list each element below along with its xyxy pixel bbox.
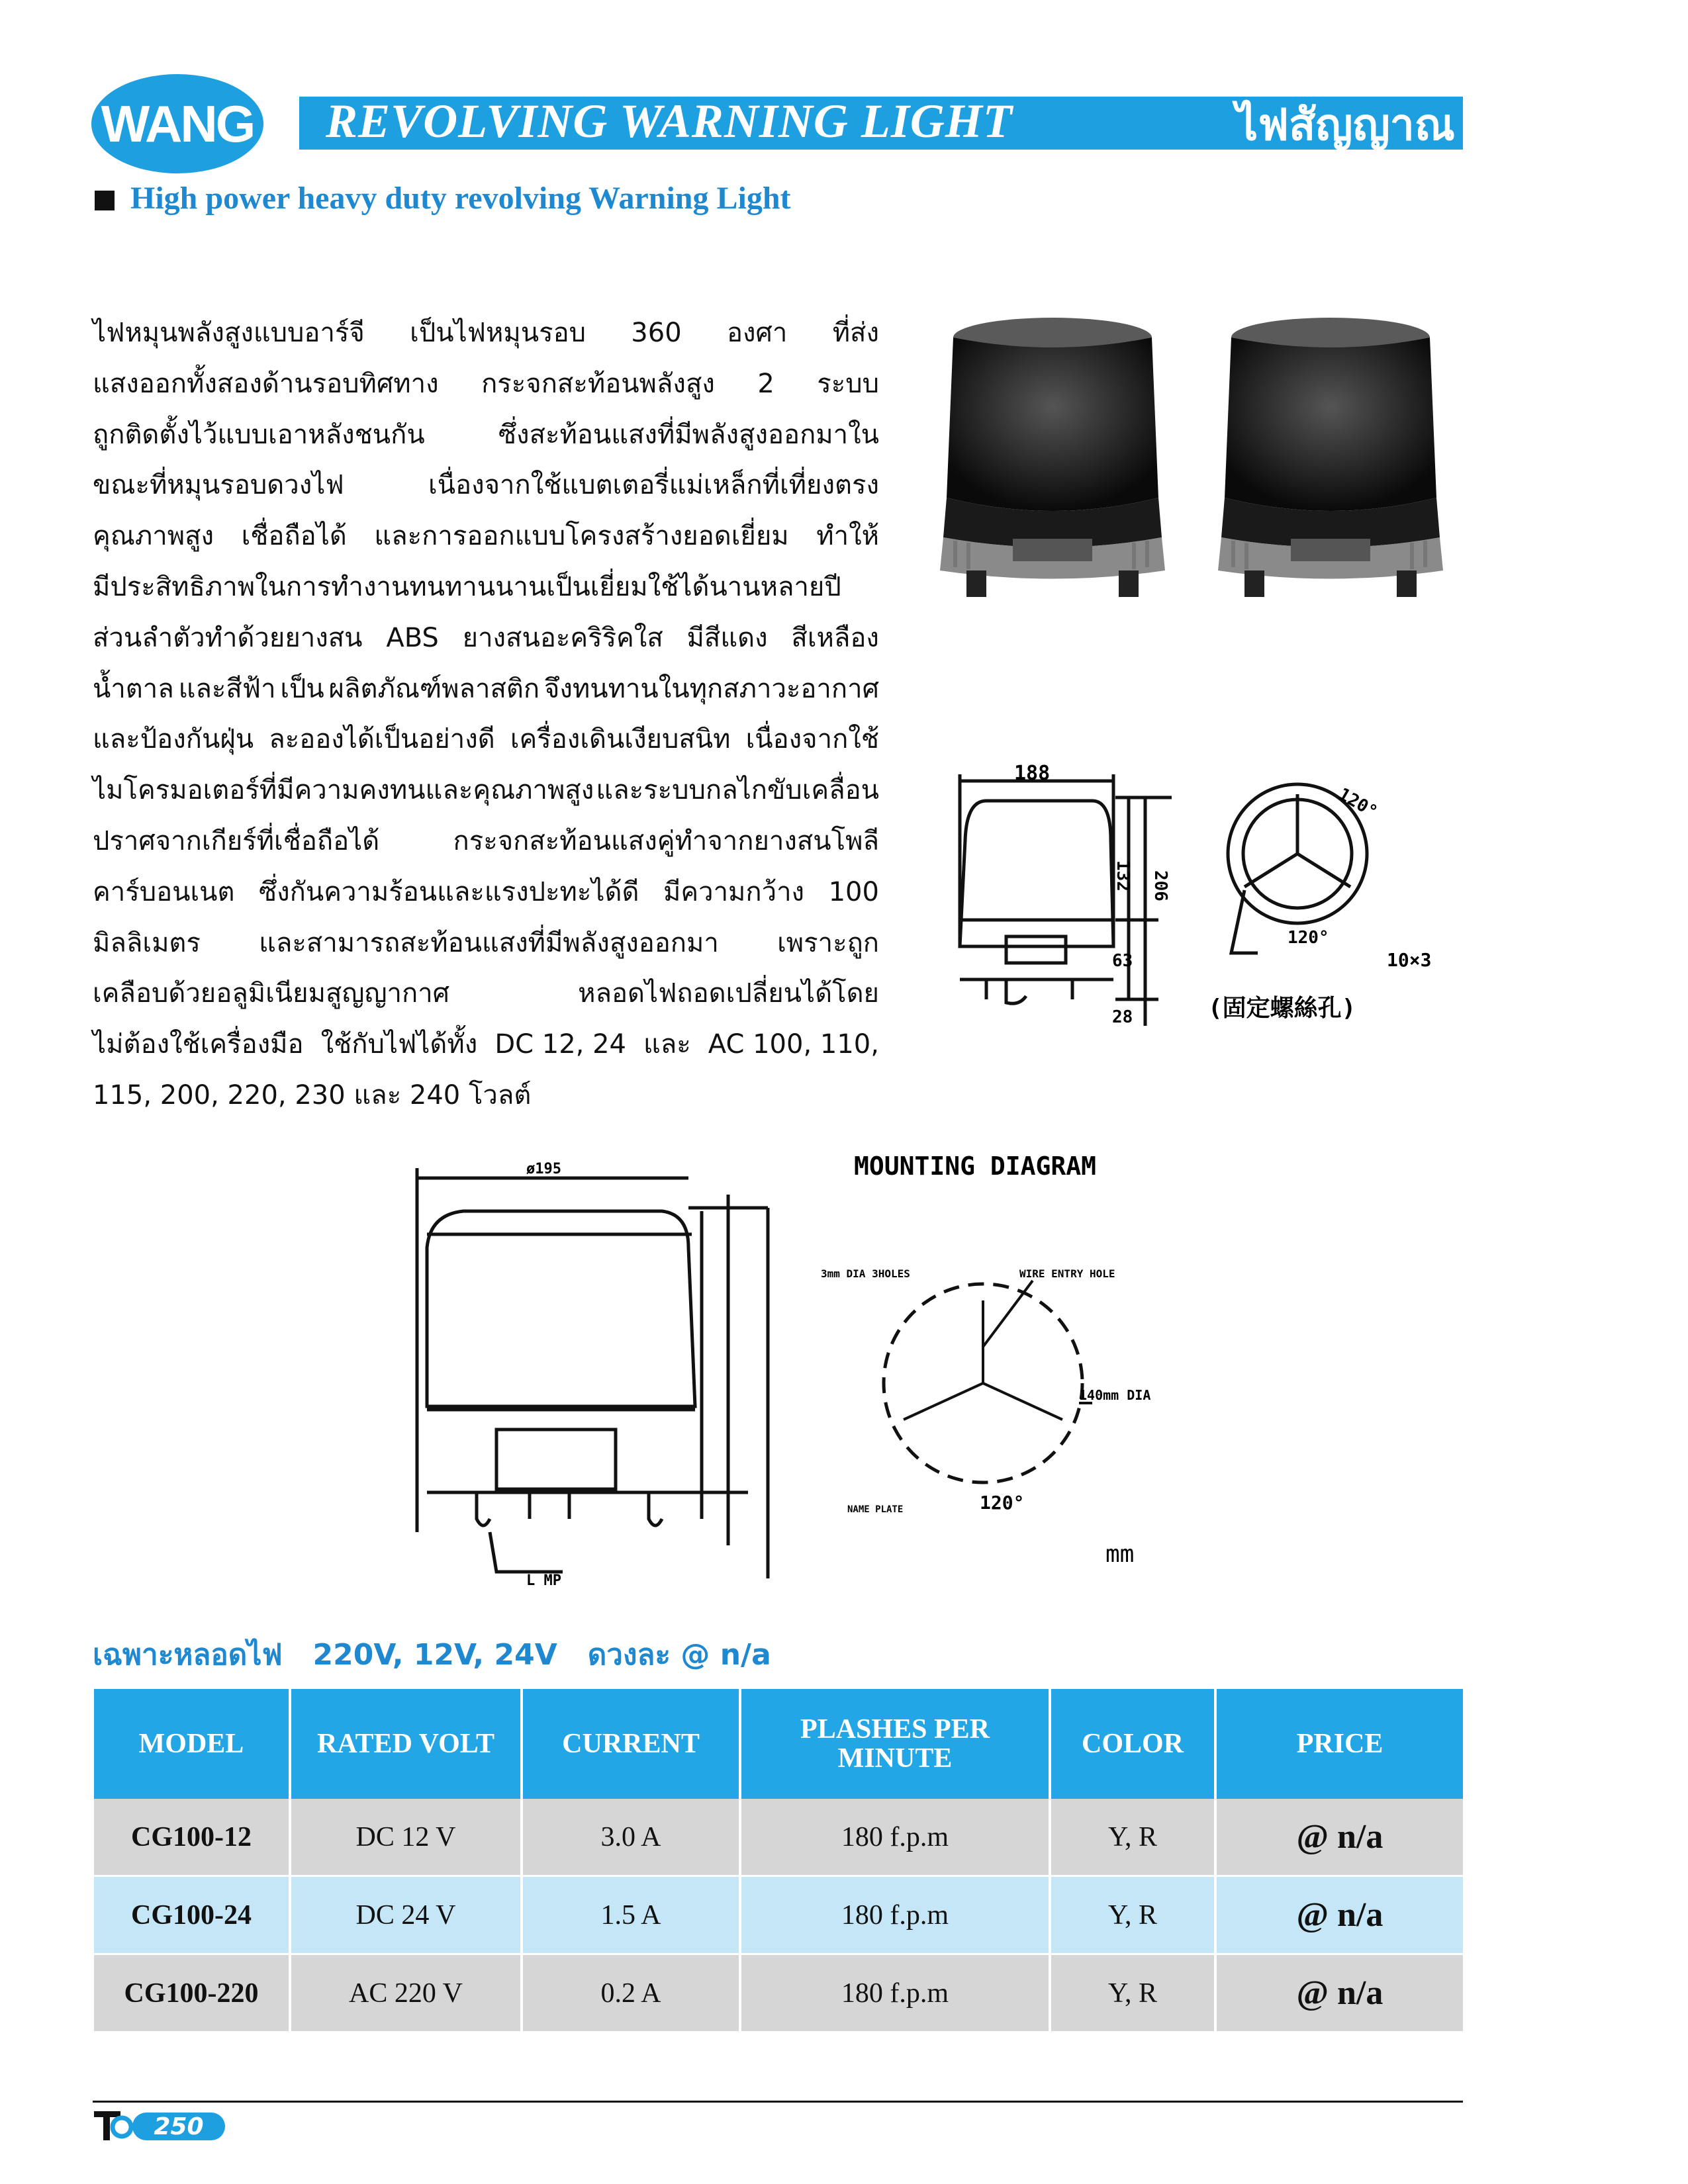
name-plate-label: NAME PLATE bbox=[847, 1504, 904, 1515]
description-word: เพราะถูก bbox=[777, 927, 879, 958]
cell-price: @ n/a bbox=[1215, 1954, 1463, 2032]
description-word: ถูกติดตั้งไว้แบบเอาหลังชนกัน bbox=[93, 419, 425, 450]
description-word: และสีฟ้า bbox=[178, 673, 276, 704]
description-line bbox=[93, 308, 879, 359]
description-line bbox=[93, 664, 879, 715]
description-word: ABS bbox=[386, 622, 439, 653]
description-word: 115, 200, 220, 230 และ 240 โวลต์ bbox=[93, 1079, 532, 1111]
cell-model: CG100-220 bbox=[94, 1954, 290, 2032]
cell-color: Y, R bbox=[1050, 1876, 1215, 1954]
dim-height-label: 206 bbox=[1150, 870, 1170, 901]
description-line bbox=[93, 765, 879, 816]
description-line bbox=[93, 460, 879, 511]
mounting-diagram bbox=[410, 1148, 1192, 1612]
description-line bbox=[93, 511, 879, 562]
description-word: เคลือบด้วยอลูมิเนียมสูญญากาศ bbox=[93, 978, 450, 1009]
description-word: 2 bbox=[757, 368, 774, 399]
description-line bbox=[93, 410, 879, 461]
description-word: เนื่องจากใช้แบตเตอรี่แม่เหล็กที่เที่ยงตรง bbox=[428, 470, 879, 501]
table-row bbox=[94, 1876, 1463, 1954]
header-current: CURRENT bbox=[522, 1689, 740, 1799]
page-title-thai: ไฟสัญญาณ bbox=[1236, 99, 1455, 150]
cell-model: CG100-24 bbox=[94, 1876, 290, 1954]
description-word: ซึ่งสะท้อนแสงที่มีพลังสูงออกมาใน bbox=[498, 419, 879, 450]
description-word: องศา bbox=[726, 318, 788, 348]
description-word: มีความกว้าง bbox=[663, 876, 805, 907]
top-dim-label: ø195 bbox=[526, 1161, 561, 1177]
description-word: คุณภาพสูง bbox=[93, 521, 214, 552]
cell-price: @ n/a bbox=[1215, 1799, 1463, 1876]
cell-flashes: 180 f.p.m bbox=[740, 1799, 1050, 1876]
dim-upper-label: 132 bbox=[1113, 860, 1133, 891]
description-word: ไมโครมอเตอร์ที่มีความคงทนและคุณภาพสูง bbox=[93, 775, 594, 806]
description-word: ทำให้ bbox=[816, 521, 879, 552]
table-row bbox=[94, 1799, 1463, 1876]
description-word: และ bbox=[643, 1029, 691, 1060]
cell-flashes: 180 f.p.m bbox=[740, 1876, 1050, 1954]
header-rated-volt: RATED VOLT bbox=[290, 1689, 522, 1799]
description-line bbox=[93, 867, 879, 918]
angle-bottom-label: 120° bbox=[1288, 928, 1329, 948]
cell-flashes: 180 f.p.m bbox=[740, 1954, 1050, 2032]
base-dim-label: L MP bbox=[526, 1572, 561, 1589]
description-word: เป็นไฟหมุนรอบ bbox=[410, 318, 586, 348]
table-header-row bbox=[94, 1689, 1463, 1799]
page-title: REVOLVING WARNING LIGHT bbox=[326, 95, 1013, 148]
description-word: ขณะที่หมุนรอบดวงไฟ bbox=[93, 470, 344, 501]
description-word: กระจกสะท้อนแสงคู่ทำจากยางสนโพลี bbox=[453, 825, 879, 856]
description-word: จึงทนทานในทุกสภาวะอากาศ bbox=[543, 673, 879, 704]
cell-current: 0.2 A bbox=[522, 1954, 740, 2032]
header-flashes: PLASHES PER MINUTE bbox=[740, 1689, 1050, 1799]
description-word: ระบบ bbox=[817, 368, 879, 399]
dim-lower-label: 63 bbox=[1112, 951, 1133, 971]
description-word: และการออกแบบโครงสร้างยอดเยี่ยม bbox=[374, 521, 789, 552]
description-line bbox=[93, 359, 879, 410]
product-description bbox=[93, 308, 879, 1121]
product-photo bbox=[933, 306, 1470, 617]
description-word: และระบบกลไกขับเคลื่อน bbox=[596, 775, 879, 806]
description-line bbox=[93, 1019, 879, 1070]
dimension-diagram bbox=[947, 761, 1470, 1026]
diameter-label: 140mm DIA bbox=[1079, 1387, 1151, 1403]
angle-label: 120° bbox=[980, 1492, 1025, 1514]
description-line bbox=[93, 562, 879, 613]
description-word: ละอองได้เป็นอย่างดี bbox=[269, 724, 495, 755]
description-word: มีสีแดง bbox=[686, 622, 768, 653]
description-word: สีเหลือง bbox=[791, 622, 879, 653]
warning-light-photo-right bbox=[1218, 318, 1443, 597]
description-word: มิลลิเมตร bbox=[93, 927, 201, 958]
description-word: ใช้กับไฟได้ทั้ง bbox=[320, 1029, 478, 1060]
product-subtitle: High power heavy duty revolving Warning Light bbox=[130, 181, 791, 216]
cell-color: Y, R bbox=[1050, 1954, 1215, 2032]
holes-label: 3mm DIA 3HOLES bbox=[821, 1267, 910, 1280]
description-word: เชื่อถือได้ bbox=[241, 521, 347, 552]
description-word: AC 100, 110, bbox=[708, 1029, 879, 1060]
warning-light-photo-left bbox=[940, 318, 1165, 597]
description-word: ซึ่งกันความร้อนและแรงปะทะได้ดี bbox=[258, 876, 639, 907]
description-word: ไม่ต้องใช้เครื่องมือ bbox=[93, 1029, 304, 1060]
description-word: แสงออกทั้งสองด้านรอบทิศทาง bbox=[93, 368, 439, 399]
description-word: และป้องกันฝุ่น bbox=[93, 724, 254, 755]
table-row bbox=[94, 1954, 1463, 2032]
description-word: 100 bbox=[828, 876, 879, 907]
description-word: ผลิตภัณฑ์พลาสติก bbox=[328, 673, 540, 704]
description-word: กระจกสะท้อนพลังสูง bbox=[481, 368, 715, 399]
unit-label: mm bbox=[1105, 1541, 1135, 1568]
cell-color: Y, R bbox=[1050, 1799, 1215, 1876]
description-line bbox=[93, 613, 879, 664]
description-word: ปราศจากเกียร์ที่เชื่อถือได้ bbox=[93, 825, 380, 856]
spec-table bbox=[94, 1689, 1463, 2033]
bullet-square-icon bbox=[95, 191, 115, 210]
description-word: เครื่องเดินเงียบสนิท bbox=[510, 724, 731, 755]
dim-base-label: 28 bbox=[1112, 1007, 1133, 1026]
brand-logo: WANG bbox=[101, 94, 254, 153]
mounting-hole-caption: (固定螺絲孔) bbox=[1208, 995, 1356, 1022]
description-word: ส่วนลำตัวทำด้วยยางสน bbox=[93, 622, 363, 653]
mounting-diagram-title: MOUNTING DIAGRAM bbox=[854, 1152, 1097, 1181]
cell-volt: AC 220 V bbox=[290, 1954, 522, 2032]
footer-rule bbox=[93, 2101, 1463, 2103]
description-line bbox=[93, 1070, 879, 1121]
description-line bbox=[93, 714, 879, 765]
description-word: 360 bbox=[631, 318, 682, 348]
header-price: PRICE bbox=[1215, 1689, 1463, 1799]
dim-width-label: 188 bbox=[1014, 762, 1051, 785]
description-word: เนื่องจากใช้ bbox=[745, 724, 879, 755]
cell-model: CG100-12 bbox=[94, 1799, 290, 1876]
description-word: DC 12, 24 bbox=[494, 1029, 626, 1060]
hole-spec-label: 10×3 bbox=[1387, 949, 1432, 971]
footer-logo-icon bbox=[91, 2106, 138, 2146]
cell-volt: DC 24 V bbox=[290, 1876, 522, 1954]
cell-current: 1.5 A bbox=[522, 1876, 740, 1954]
description-word: คาร์บอนเนต bbox=[93, 876, 235, 907]
description-word: ยางสนอะคริริคใส bbox=[462, 622, 663, 653]
description-word: ไฟหมุนพลังสูงแบบอาร์จี bbox=[93, 318, 365, 348]
cell-price: @ n/a bbox=[1215, 1876, 1463, 1954]
cell-current: 3.0 A bbox=[522, 1799, 740, 1876]
description-line bbox=[93, 816, 879, 867]
header-color: COLOR bbox=[1050, 1689, 1215, 1799]
bulb-price-note: เฉพาะหลอดไฟ 220V, 12V, 24V ดวงละ @ n/a bbox=[93, 1638, 771, 1672]
description-word: ที่ส่ง bbox=[832, 318, 879, 348]
entry-hole-label: WIRE ENTRY HOLE bbox=[1019, 1267, 1115, 1280]
description-word: เป็น bbox=[280, 673, 324, 704]
description-word: หลอดไฟถอดเปลี่ยนได้โดย bbox=[578, 978, 879, 1009]
cell-volt: DC 12 V bbox=[290, 1799, 522, 1876]
description-line bbox=[93, 918, 879, 969]
description-word: น้ำตาล bbox=[93, 673, 174, 704]
description-word: และสามารถสะท้อนแสงที่มีพลังสูงออกมา bbox=[259, 927, 719, 958]
page-number: 250 bbox=[154, 2113, 204, 2140]
description-line bbox=[93, 968, 879, 1019]
angle-top-label: 120° bbox=[1335, 784, 1381, 823]
header-model: MODEL bbox=[94, 1689, 290, 1799]
description-word: มีประสิทธิภาพในการทำงานทนทานนานเป็นเยี่ยมใช้ได้นานหลายปี bbox=[93, 571, 841, 602]
